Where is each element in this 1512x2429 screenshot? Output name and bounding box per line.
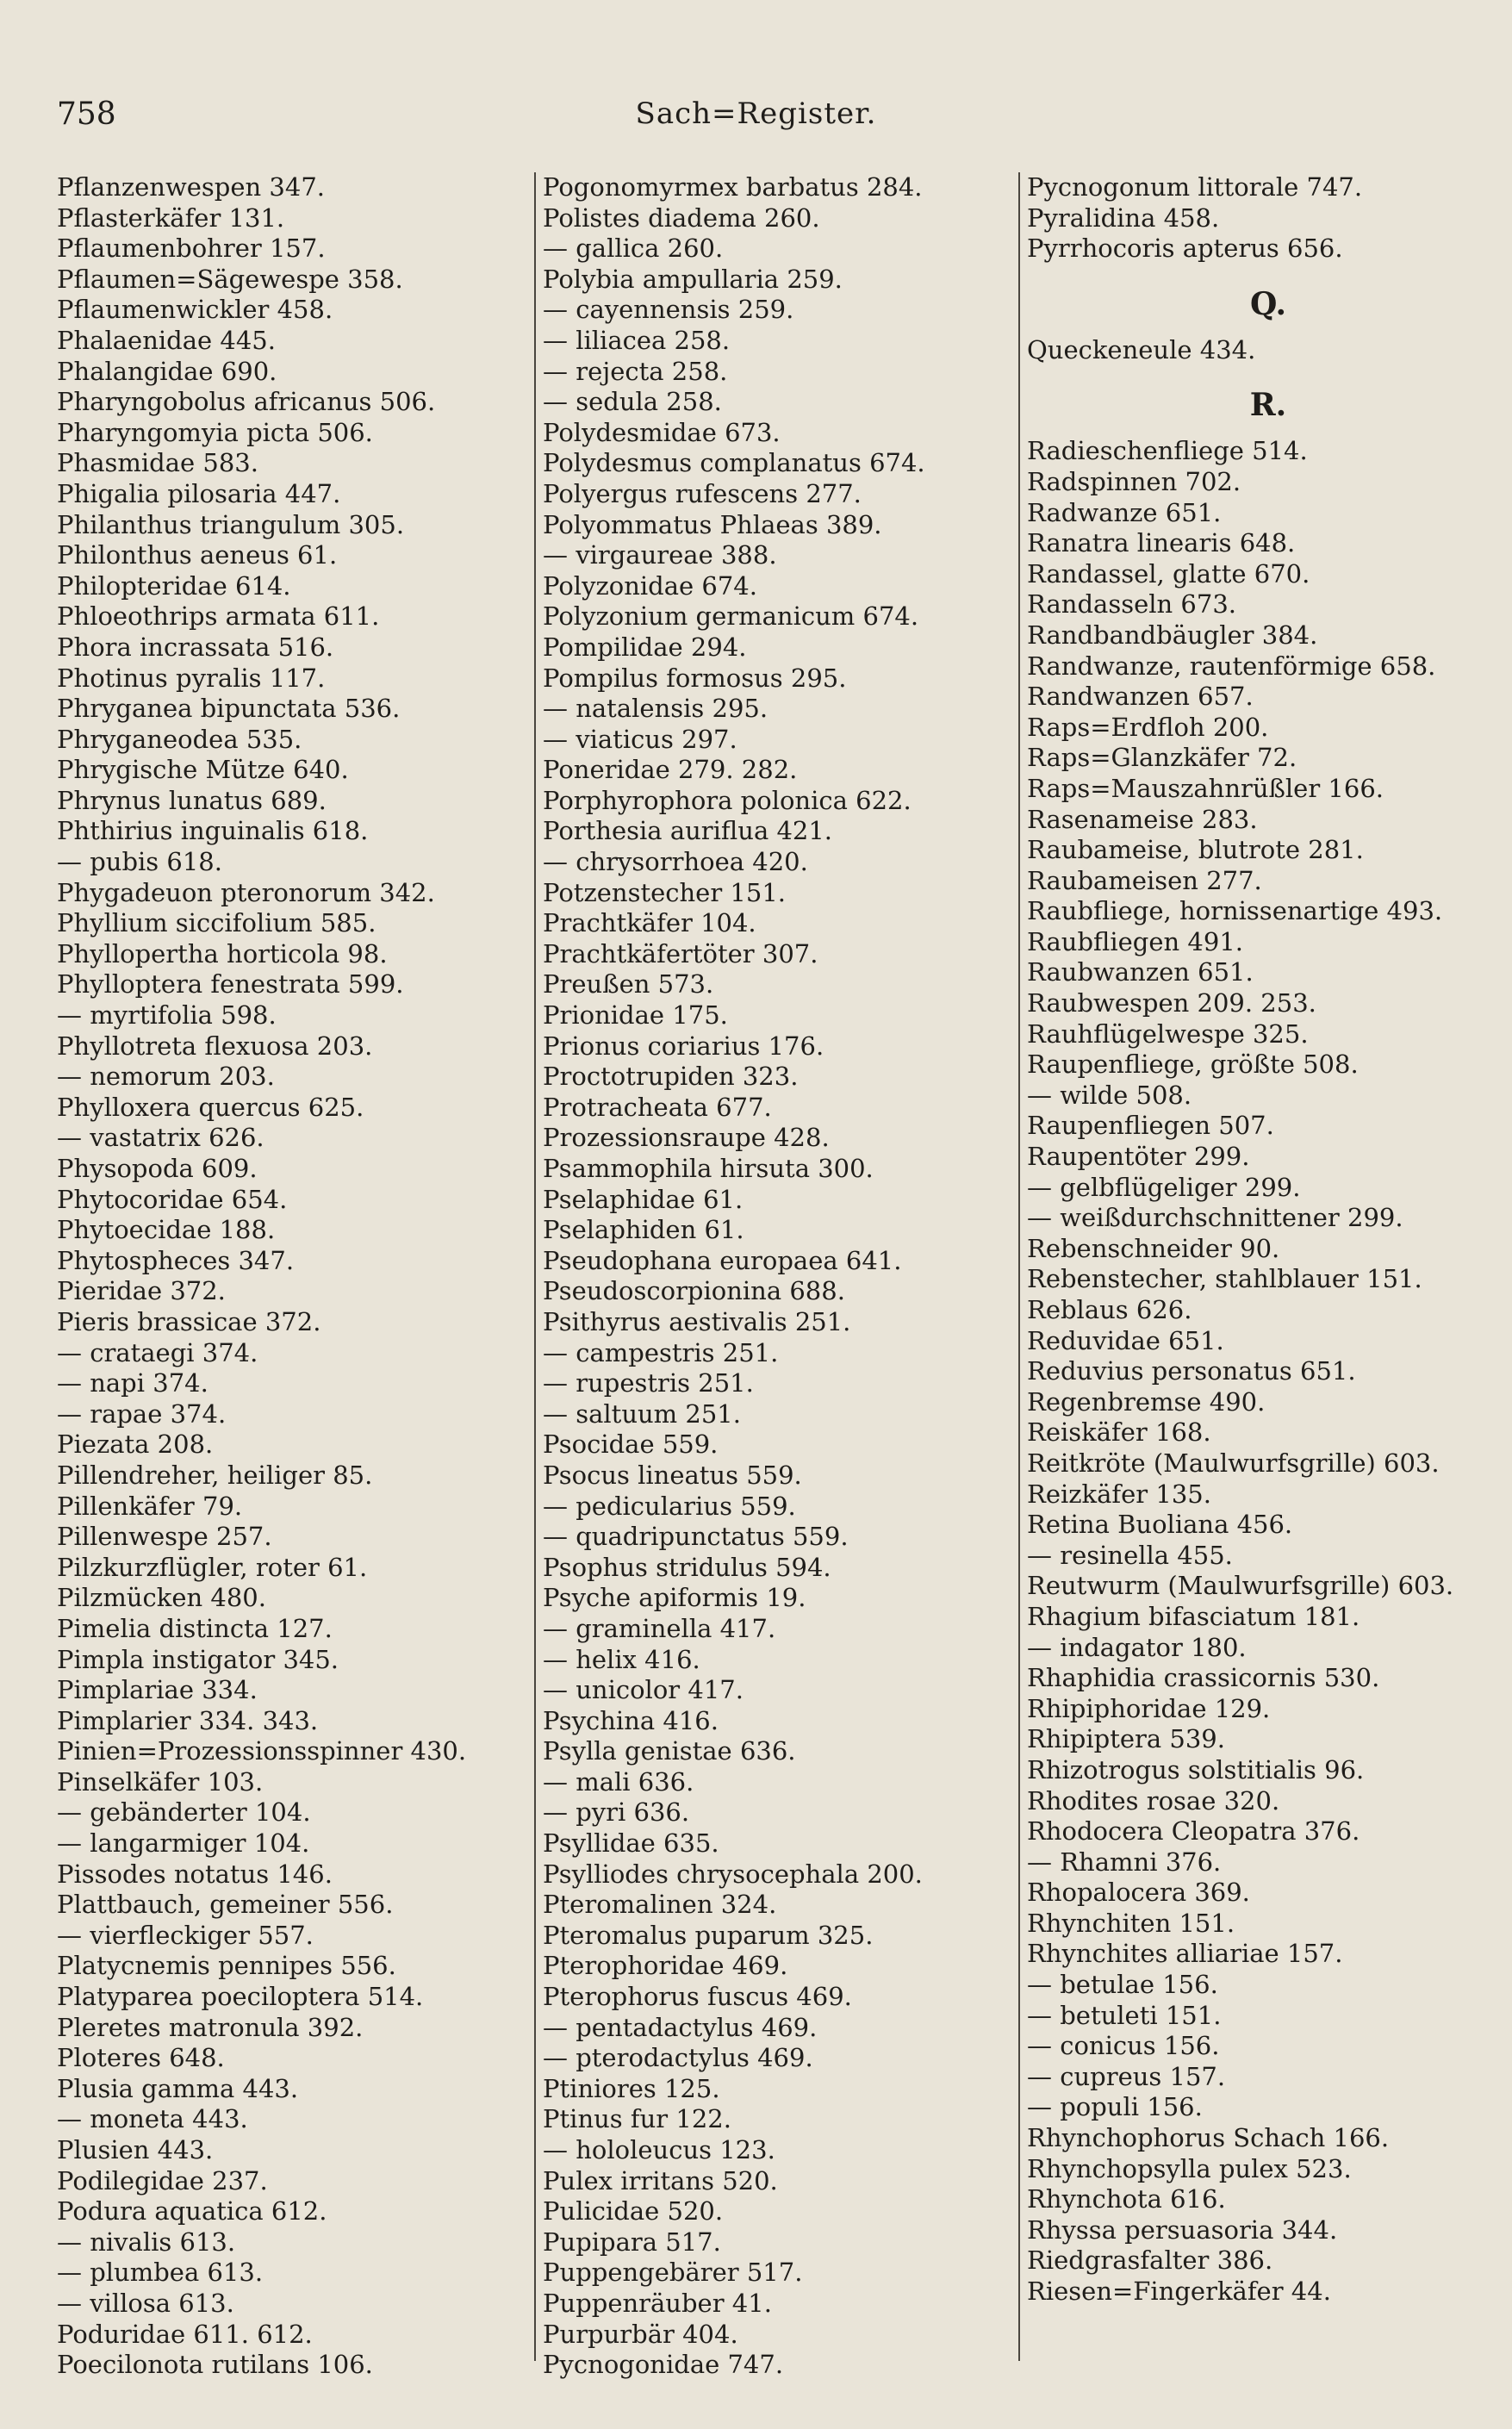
index-entry: Phytospheces 347. [57, 1245, 295, 1275]
index-entry: — campestris 251. [543, 1337, 779, 1367]
index-entry: Psammophila hirsuta 300. [543, 1154, 874, 1183]
index-entry: Pogonomyrmex barbatus 284. [543, 172, 923, 202]
index-entry: — resinella 455. [1027, 1540, 1233, 1570]
index-entry: Rhaphidia crassicornis 530. [1027, 1663, 1380, 1693]
index-entry: — langarmiger 104. [57, 1828, 310, 1859]
index-entry: Pyrrhocoris apterus 656. [1027, 234, 1343, 264]
index-entry: Pflaumenbohrer 157. [57, 234, 326, 264]
index-entry: Retina Buoliana 456. [1027, 1510, 1293, 1540]
index-entry: Potzenstecher 151. [543, 877, 786, 907]
index-entry: — viaticus 297. [543, 724, 737, 754]
index-entry: Rhodocera Cleopatra 376. [1027, 1816, 1360, 1847]
index-entry: — napi 374. [57, 1368, 208, 1398]
index-entry: Raubfliege, hornissenartige 493. [1027, 896, 1443, 926]
index-entry: Pieris brassicae 372. [57, 1306, 321, 1336]
index-entry: Polybia ampullaria 259. [543, 264, 843, 294]
index-entry: Poecilonota rutilans 106. [57, 2350, 373, 2380]
index-entry: Pselaphidae 61. [543, 1184, 744, 1214]
index-entry: — gallica 260. [543, 234, 724, 264]
index-entry: Pseudoscorpionina 688. [543, 1276, 845, 1306]
index-entry: Pimelia distincta 127. [57, 1613, 333, 1643]
index-entry: Ploteres 648. [57, 2043, 225, 2073]
index-entry: Raubfliegen 491. [1027, 926, 1244, 956]
index-entry: Rhynchota 616. [1027, 2184, 1226, 2214]
index-entry: Polydesmidae 673. [543, 417, 781, 447]
index-entry: Ptiniores 125. [543, 2073, 720, 2103]
index-entry: — graminella 417. [543, 1613, 776, 1643]
index-entry: Polyzonium germanicum 674. [543, 601, 919, 632]
index-entry: Phytoecidae 188. [57, 1215, 276, 1245]
index-entry: Pilzkurzflügler, roter 61. [57, 1552, 368, 1582]
index-entry: Rhyssa persuasoria 344. [1027, 2214, 1338, 2245]
index-entry: Phalaenidae 445. [57, 325, 276, 355]
index-entry: Pillenwespe 257. [57, 1522, 272, 1552]
index-entry: — wilde 508. [1027, 1080, 1192, 1110]
index-entry: — gelbflügeliger 299. [1027, 1172, 1301, 1202]
index-entry: Polyzonidae 674. [543, 570, 757, 601]
index-entry: Pilzmücken 480. [57, 1583, 266, 1613]
index-entry: Plusien 443. [57, 2135, 214, 2164]
index-entry: Prachtkäfertöter 307. [543, 938, 818, 968]
index-entry: Pflasterkäfer 131. [57, 202, 285, 233]
index-entry: Pimplarier 334. 343. [57, 1705, 319, 1735]
index-entry: — virgaureae 388. [543, 540, 777, 570]
index-entry: Prionus coriarius 176. [543, 1031, 824, 1061]
index-entry: Pillendreher, heiliger 85. [57, 1460, 373, 1490]
index-entry: Purpurbär 404. [543, 2319, 738, 2349]
index-entry: Raubwanzen 651. [1027, 957, 1254, 987]
index-entry: — indagator 180. [1027, 1632, 1247, 1662]
index-entry: Pterophoridae 469. [543, 1951, 788, 1981]
index-entry: Pillenkäfer 79. [57, 1491, 243, 1521]
index-entry: — Rhamni 376. [1027, 1847, 1222, 1877]
index-entry: Pycnogonidae 747. [543, 2350, 784, 2380]
index-entry: — villosa 613. [57, 2288, 234, 2318]
index-entry: Prachtkäfer 104. [543, 908, 756, 938]
index-entry: Pharyngomyia picta 506. [57, 417, 373, 447]
index-entry: — vastatrix 626. [57, 1123, 264, 1153]
index-entry: — crataegi 374. [57, 1337, 258, 1367]
index-entry: — chrysorrhoea 420. [543, 847, 808, 877]
index-entry: Philanthus triangulum 305. [57, 509, 405, 539]
index-entry: — mali 636. [543, 1766, 694, 1797]
index-entry: — liliacea 258. [543, 325, 731, 355]
index-entry: Regenbremse 490. [1027, 1386, 1266, 1417]
index-entry: Rasenameise 283. [1027, 804, 1258, 834]
index-entry: Psophus stridulus 594. [543, 1552, 831, 1582]
index-entry: Phrynus lunatus 689. [57, 785, 327, 815]
running-title: Sach=Register. [635, 97, 877, 131]
index-entry: Queckeneule 434. [1027, 334, 1256, 364]
index-entry: Rhipiptera 539. [1027, 1724, 1225, 1754]
index-entry: Pieridae 372. [57, 1276, 226, 1306]
index-entry: Phthirius inguinalis 618. [57, 816, 369, 846]
index-entry: Reiskäfer 168. [1027, 1417, 1211, 1448]
index-entry: Randasseln 673. [1027, 589, 1236, 620]
index-entry: Raupenfliegen 507. [1027, 1111, 1274, 1141]
index-entry: Plattbauch, gemeiner 556. [57, 1890, 394, 1920]
index-entry: Phylloptera fenestrata 599. [57, 969, 404, 1000]
index-entry: Rhagium bifasciatum 181. [1027, 1601, 1360, 1631]
index-entry: Puppengebärer 517. [543, 2258, 803, 2288]
index-entry: Reitkröte (Maulwurfsgrille) 603. [1027, 1448, 1440, 1478]
index-entry: Pselaphiden 61. [543, 1215, 744, 1245]
index-entry: Psocidae 559. [543, 1429, 719, 1460]
index-entry: Protracheata 677. [543, 1092, 772, 1122]
index-entry: — betulae 156. [1027, 1970, 1218, 2000]
index-entry: Poduridae 611. 612. [57, 2319, 313, 2349]
index-entry: Pulex irritans 520. [543, 2165, 778, 2195]
index-entry: — plumbea 613. [57, 2258, 264, 2288]
index-entry: Poneridae 279. 282. [543, 755, 798, 785]
index-entry: Psylla genistae 636. [543, 1736, 796, 1766]
index-entry: Radieschenfliege 514. [1027, 436, 1308, 466]
index-entry: Ptinus fur 122. [543, 2104, 731, 2134]
section-letter-r: R. [1249, 387, 1287, 424]
index-entry: Philopteridae 614. [57, 570, 291, 601]
index-entry: — populi 156. [1027, 2092, 1203, 2122]
index-entry: Phalangidae 690. [57, 356, 277, 386]
index-entry: Polydesmus complanatus 674. [543, 448, 925, 478]
index-entry: — pyri 636. [543, 1797, 690, 1828]
index-entry: Pimplariae 334. [57, 1675, 258, 1705]
page-header [0, 97, 1512, 140]
index-entry: Raupentöter 299. [1027, 1142, 1250, 1172]
index-entry: Radwanze 651. [1027, 497, 1222, 527]
index-entry: — sedula 258. [543, 387, 722, 417]
index-entry: Raps=Mauszahnrüßler 166. [1027, 773, 1384, 803]
index-entry: — weißdurchschnittener 299. [1027, 1203, 1403, 1233]
index-entry: — cupreus 157. [1027, 2061, 1226, 2091]
index-entry: Raps=Glanzkäfer 72. [1027, 743, 1297, 773]
index-entry: Photinus pyralis 117. [57, 663, 326, 693]
index-entry: Pulicidae 520. [543, 2196, 724, 2227]
index-entry: — conicus 156. [1027, 2031, 1220, 2061]
index-entry: — rupestris 251. [543, 1368, 754, 1398]
index-entry: Randwanze, rautenförmige 658. [1027, 651, 1436, 681]
index-entry: — helix 416. [543, 1644, 700, 1674]
index-entry: Reduvius personatus 651. [1027, 1356, 1356, 1386]
index-entry: Rhynchites alliariae 157. [1027, 1939, 1343, 1969]
index-entry: Rhynchopsylla pulex 523. [1027, 2153, 1352, 2183]
index-entry: Polyommatus Phlaeas 389. [543, 509, 882, 539]
index-entry: — betuleti 151. [1027, 2000, 1222, 2030]
index-column-2 [534, 172, 1021, 2380]
index-entry: Pflanzenwespen 347. [57, 172, 325, 202]
index-entry: Reduvidae 651. [1027, 1325, 1224, 1355]
index-entry: Pleretes matronula 392. [57, 2012, 364, 2042]
index-entry: Platycnemis pennipes 556. [57, 1951, 396, 1981]
index-entry: — quadripunctatus 559. [543, 1522, 849, 1552]
index-entry: Reizkäfer 135. [1027, 1479, 1211, 1509]
index-entry: — rejecta 258. [543, 356, 728, 386]
index-entry: Randassel, glatte 670. [1027, 558, 1310, 589]
index-entry: Pflaumen=Sägewespe 358. [57, 264, 403, 294]
index-entry: Pycnogonum littorale 747. [1027, 172, 1363, 202]
index-entry: — saltuum 251. [543, 1398, 741, 1429]
index-entry: Pseudophana europaea 641. [543, 1245, 902, 1275]
index-entry: Randwanzen 657. [1027, 682, 1254, 712]
index-entry: Rebenstecher, stahlblauer 151. [1027, 1264, 1422, 1294]
index-entry: Raps=Erdfloh 200. [1027, 712, 1269, 742]
index-column-1 [57, 172, 522, 2381]
index-entry: Pimpla instigator 345. [57, 1644, 339, 1674]
index-entry: Pissodes notatus 146. [57, 1859, 333, 1889]
index-entry: Pyralidina 458. [1027, 202, 1220, 233]
index-entry: Prionidae 175. [543, 1000, 728, 1031]
index-entry: Raupenfliege, größte 508. [1027, 1049, 1359, 1080]
index-entry: Polyergus rufescens 277. [543, 478, 862, 508]
index-entry: Phloeothrips armata 611. [57, 601, 380, 632]
index-entry: Prozessionsraupe 428. [543, 1123, 830, 1153]
page-number: 758 [57, 97, 116, 132]
index-entry: Riedgrasfalter 386. [1027, 2245, 1273, 2276]
index-entry: — nivalis 613. [57, 2227, 236, 2257]
index-entry: Reblaus 626. [1027, 1295, 1192, 1324]
index-entry: Pterophorus fuscus 469. [543, 1982, 852, 2012]
index-entry: Pteromalus puparum 325. [543, 1920, 874, 1950]
index-entry: Rhipiphoridae 129. [1027, 1693, 1271, 1723]
index-entry: Phasmidae 583. [57, 448, 258, 478]
index-entry: Platyparea poeciloptera 514. [57, 1982, 424, 2012]
index-entry: Radspinnen 702. [1027, 466, 1241, 496]
index-entry: Podura aquatica 612. [57, 2196, 327, 2227]
index-entry: Proctotrupiden 323. [543, 1062, 799, 1092]
index-entry: Phrygische Mütze 640. [57, 755, 349, 785]
index-entry: Pupipara 517. [543, 2227, 721, 2257]
index-entry: Preußen 573. [543, 969, 714, 1000]
index-entry: Rhodites rosae 320. [1027, 1785, 1280, 1816]
index-entry: Pompilidae 294. [543, 632, 747, 662]
index-entry: Rhopalocera 369. [1027, 1878, 1250, 1908]
index-entry: Riesen=Fingerkäfer 44. [1027, 2276, 1331, 2306]
index-entry: Psylliodes chrysocephala 200. [543, 1859, 923, 1889]
index-entry: — pedicularius 559. [543, 1491, 796, 1521]
section-letter-q: Q. [1249, 285, 1287, 322]
index-entry: — unicolor 417. [543, 1675, 744, 1705]
index-entry: Phryganea bipunctata 536. [57, 694, 401, 724]
index-entry: Raubameise, blutrote 281. [1027, 835, 1364, 865]
index-entry: Rhynchiten 151. [1027, 1908, 1235, 1938]
index-entry: Phyllium siccifolium 585. [57, 908, 376, 938]
index-entry: Piezata 208. [57, 1429, 214, 1460]
index-entry: Porthesia auriflua 421. [543, 816, 833, 846]
index-entry: Psithyrus aestivalis 251. [543, 1306, 851, 1336]
index-entry: — vierfleckiger 557. [57, 1920, 314, 1950]
index-entry: Podilegidae 237. [57, 2165, 268, 2195]
index-entry: Raubameisen 277. [1027, 865, 1262, 895]
index-entry: Pharyngobolus africanus 506. [57, 387, 436, 417]
index-entry: — pentadactylus 469. [543, 2012, 818, 2042]
index-entry: — cayennensis 259. [543, 295, 794, 325]
index-entry: Porphyrophora polonica 622. [543, 785, 912, 815]
index-entry: — moneta 443. [57, 2104, 248, 2134]
index-entry: Philonthus aeneus 61. [57, 540, 338, 570]
index-entry: Physopoda 609. [57, 1154, 258, 1183]
index-entry: — hololeucus 123. [543, 2135, 775, 2164]
index-entry: Pompilus formosus 295. [543, 663, 847, 693]
index-entry: — myrtifolia 598. [57, 1000, 277, 1031]
index-entry: Rhynchophorus Schach 166. [1027, 2123, 1390, 2153]
index-entry: Phygadeuon pteronorum 342. [57, 877, 435, 907]
index-entry: — pubis 618. [57, 847, 222, 877]
index-entry: Psychina 416. [543, 1705, 719, 1735]
index-entry: — gebänderter 104. [57, 1797, 311, 1828]
index-entry: Phytocoridae 654. [57, 1184, 288, 1214]
index-entry: Psyche apiformis 19. [543, 1583, 806, 1613]
index-entry: Phryganeodea 535. [57, 724, 302, 754]
index-column-3 [1018, 172, 1509, 2361]
index-entry: Phyllotreta flexuosa 203. [57, 1031, 373, 1061]
index-entry: Rebenschneider 90. [1027, 1233, 1280, 1263]
index-entry: Phylloxera quercus 625. [57, 1092, 364, 1122]
index-entry: Puppenräuber 41. [543, 2288, 772, 2318]
index-entry: — nemorum 203. [57, 1062, 275, 1092]
index-entry: Pinselkäfer 103. [57, 1766, 264, 1797]
index-entry: Psyllidae 635. [543, 1828, 719, 1859]
index-entry: Rhizotrogus solstitialis 96. [1027, 1754, 1365, 1784]
index-entry: Phyllopertha horticola 98. [57, 938, 388, 968]
index-entry: Raubwespen 209. 253. [1027, 988, 1316, 1018]
index-entry: — natalensis 295. [543, 694, 768, 724]
index-entry: Randbandbäugler 384. [1027, 620, 1318, 650]
index-entry: Psocus lineatus 559. [543, 1460, 802, 1490]
index-entry: Plusia gamma 443. [57, 2073, 299, 2103]
index-entry: Pinien=Prozessionsspinner 430. [57, 1736, 467, 1766]
index-entry: Ranatra linearis 648. [1027, 528, 1296, 558]
index-entry: Pflaumenwickler 458. [57, 295, 333, 325]
index-entry: Reutwurm (Maulwurfsgrille) 603. [1027, 1571, 1454, 1601]
index-entry: Rauhflügelwespe 325. [1027, 1018, 1309, 1049]
index-entry: — rapae 374. [57, 1398, 227, 1429]
index-entry: Phora incrassata 516. [57, 632, 334, 662]
index-entry: Polistes diadema 260. [543, 202, 820, 233]
index-entry: — pterodactylus 469. [543, 2043, 813, 2073]
index-entry: Pteromalinen 324. [543, 1890, 777, 1920]
index-entry: Phigalia pilosaria 447. [57, 478, 341, 508]
